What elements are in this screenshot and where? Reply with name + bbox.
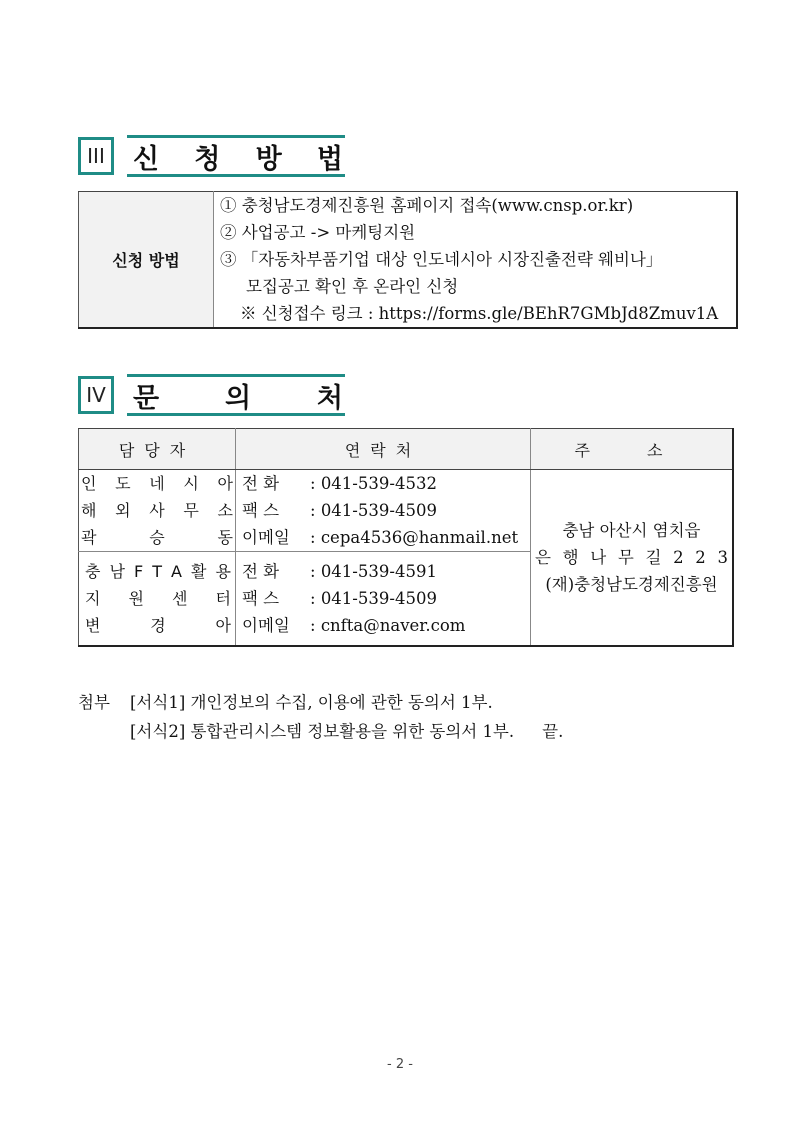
header-contact: 연락처: [236, 429, 531, 470]
address-line-1: 충남 아산시 염치읍: [562, 521, 701, 540]
title-char: 처: [316, 382, 343, 414]
address-cell: [531, 470, 734, 647]
end-mark: 끝.: [542, 722, 564, 741]
attachment-2: [서식2] 통합관리시스템 정보활용을 위한 동의서 1부. 끝.: [130, 722, 564, 741]
attachments-label: 첨부: [78, 693, 110, 712]
title-char: 청: [194, 143, 221, 175]
step-1: ① 충청남도경제진흥원 홈페이지 접속(www.cnsp.or.kr): [220, 196, 634, 215]
title-char: 법: [316, 143, 343, 175]
phone-2: 전 화 : 041-539-4591: [242, 562, 437, 581]
page-number: - 2 -: [387, 1057, 413, 1072]
step-2: ② 사업공고 -> 마케팅지원: [220, 223, 416, 242]
section-4-header: [78, 374, 343, 416]
header-address: 주 소: [531, 429, 734, 470]
address-line-3: (재)충청남도경제진흥원: [545, 575, 718, 594]
address-line-2: 은 행 나 무 길 2 2 3: [535, 548, 728, 567]
email-2: 이메일 : cnfta@naver.com: [242, 616, 466, 635]
header-person: 담당자: [79, 429, 236, 470]
step-3: ③ 「자동차부품기업 대상 인도네시아 시장진출전략 웨비나」: [220, 250, 663, 269]
attachment-1: 첨부 [서식1] 개인정보의 수집, 이용에 관한 동의서 1부.: [78, 688, 563, 717]
section-3-number: III: [78, 137, 114, 175]
title-char: 방: [255, 143, 282, 175]
step-3-continued: 모집공고 확인 후 온라인 신청: [246, 277, 459, 296]
person-fta-center: 충 남 F T A 활 용 지 원 센 터 변 경 아: [79, 552, 236, 647]
attachments: [78, 688, 563, 746]
section-4-title: [127, 374, 345, 416]
person-indonesia-office: 인 도 네 시 아 해 외 사 무 소 곽 승 동: [79, 470, 236, 552]
table-row: [79, 470, 734, 552]
contact-table-header: [79, 429, 734, 470]
title-char: 신: [133, 143, 160, 175]
application-method-steps: [214, 192, 738, 329]
application-method-label: 신청 방법: [79, 192, 214, 329]
email-1: 이메일 : cepa4536@hanmail.net: [242, 528, 519, 547]
section-4-number: IV: [78, 376, 114, 414]
contact-indonesia-office: [236, 470, 531, 552]
application-link-note[interactable]: ※ 신청접수 링크 : https://forms.gle/BEhR7GMbJd8Zmuv1A: [240, 304, 719, 323]
fax-1: 팩 스 : 041-539-4509: [242, 501, 437, 520]
application-method-table: [78, 191, 738, 329]
section-3-header: [78, 135, 343, 177]
phone-1: 전 화 : 041-539-4532: [242, 474, 437, 493]
contact-fta-center: [236, 552, 531, 647]
title-char: 의: [224, 382, 252, 414]
contact-table: [78, 428, 734, 647]
fax-2: 팩 스 : 041-539-4509: [242, 589, 437, 608]
title-char: 문: [133, 382, 160, 414]
section-3-title: [127, 135, 345, 177]
